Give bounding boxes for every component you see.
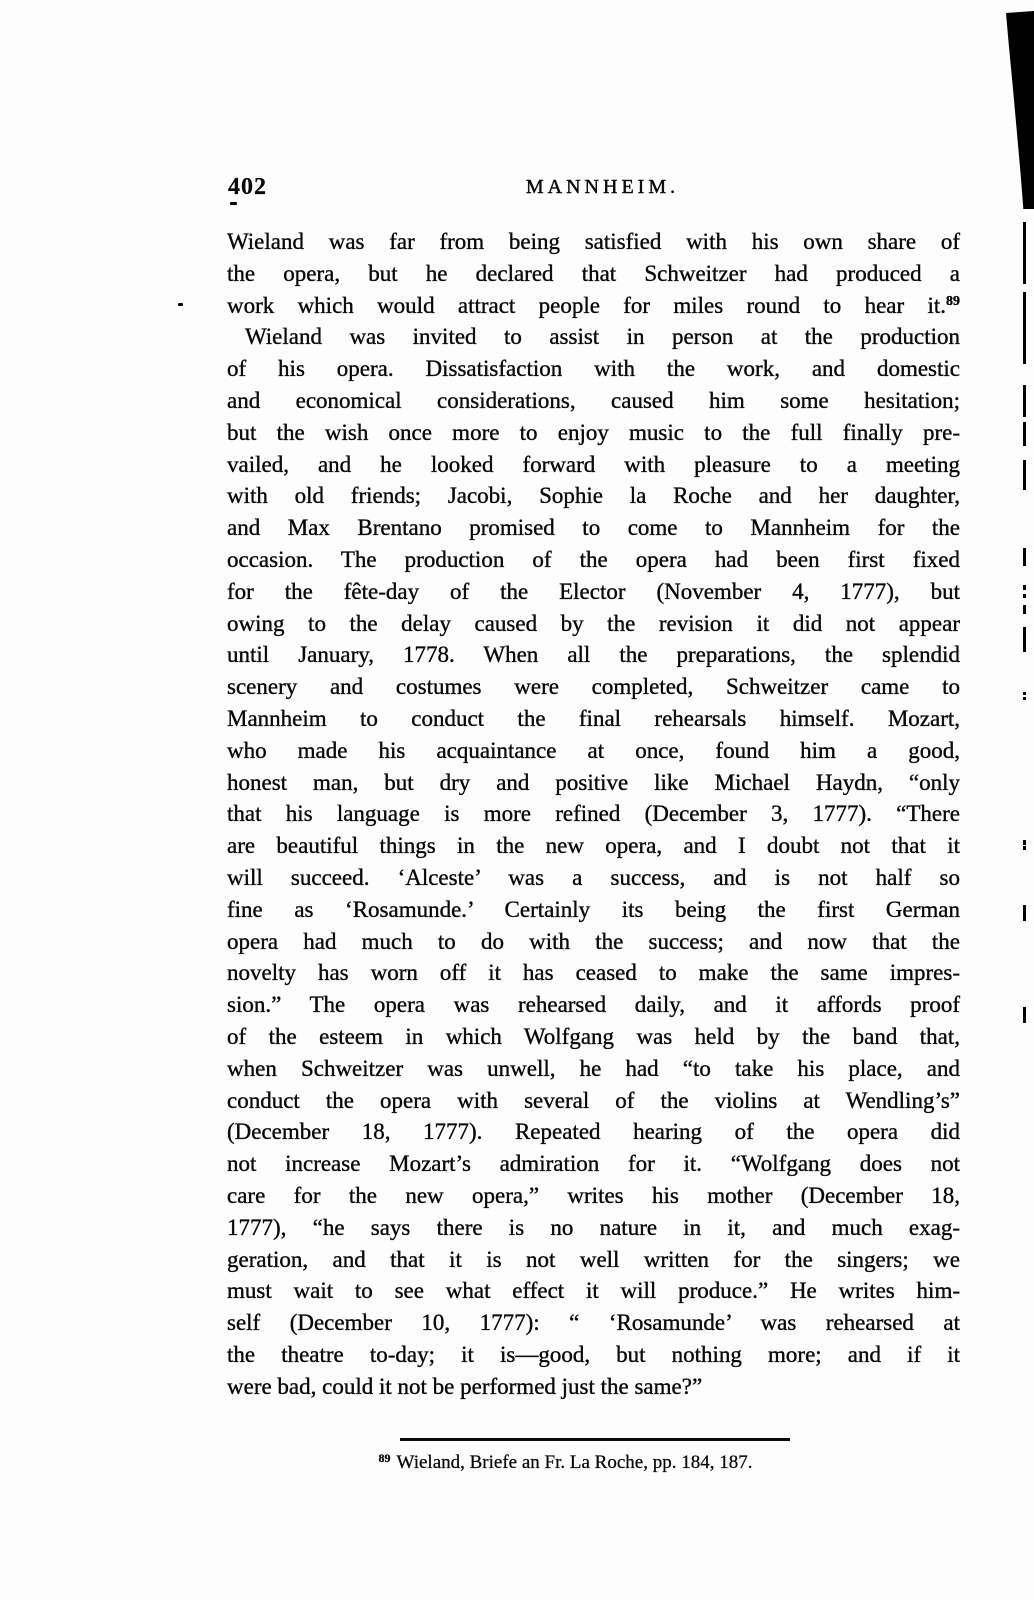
text-line: occasion. The production of the opera had been first fixed	[227, 546, 960, 572]
text-line: and economical considerations, caused him some hesitation;	[227, 387, 960, 413]
text-line-fragment: work which would attract people for miles round to hear it.	[227, 292, 946, 318]
scan-mark	[1023, 905, 1026, 921]
scan-mark	[1023, 594, 1026, 598]
body-text	[227, 226, 960, 1402]
text-line: but the wish once more to enjoy music to the full finally pre-	[227, 419, 960, 445]
text-line: who made his acquaintance at once, found him a good,	[227, 737, 960, 763]
scan-mark	[1023, 585, 1026, 590]
running-header-row	[227, 174, 960, 204]
running-header: MANNHEIM.	[525, 176, 680, 198]
scan-mark	[1023, 422, 1026, 446]
text-line: of the esteem in which Wolfgang was held by the band that,	[227, 1023, 960, 1049]
text-line: self (December 10, 1777): “ ‘Rosamunde’ was rehearsed at	[227, 1310, 960, 1336]
text-line: scenery and costumes were completed, Schweitzer came to	[227, 674, 960, 700]
page-number: 402	[228, 174, 267, 200]
scan-mark	[1023, 692, 1026, 695]
text-line: and Max Brentano promised to come to Mannheim for the	[227, 515, 960, 541]
text-line: for the fête-day of the Elector (November 4, 1777), but	[227, 578, 960, 604]
text-line: the opera, but he declared that Schweitzer had produced a	[227, 260, 960, 286]
scan-mark	[1023, 548, 1026, 566]
text-line: Mannheim to conduct the final rehearsals himself. Mozart,	[227, 705, 960, 731]
scan-mark	[1023, 292, 1026, 364]
text-line: (December 18, 1777). Repeated hearing of the opera did	[227, 1119, 960, 1145]
text-line: of his opera. Dissatisfaction with the work, and domestic	[227, 356, 960, 382]
paragraph-2	[227, 321, 960, 1402]
text-line: 1777), “he says there is no nature in it, and much exag-	[227, 1214, 960, 1240]
scan-mark	[1023, 222, 1026, 284]
scan-speck	[230, 202, 237, 205]
text-line: opera had much to do with the success; and now that the	[227, 928, 960, 954]
text-line: fine as ‘Rosamunde.’ Certainly its being the first German	[227, 896, 960, 922]
text-line: novelty has worn off it has ceased to make the same impres-	[227, 960, 960, 986]
scan-blob-top-right	[1006, 11, 1034, 209]
footnote-marker: 89	[378, 1451, 391, 1465]
footnote-text: Wieland, Briefe an Fr. La Roche, pp. 184, 187.	[396, 1452, 753, 1473]
footnote-reference: 89	[946, 293, 960, 309]
text-line: with old friends; Jacobi, Sophie la Roche and her daughter,	[227, 483, 960, 509]
scan-mark	[1023, 846, 1026, 850]
scan-mark	[1023, 1007, 1026, 1023]
footnote	[199, 1452, 932, 1474]
text-line: when Schweitzer was unwell, he had “to take his place, and	[227, 1055, 960, 1081]
text-line: are beautiful things in the new opera, and I doubt not that it	[227, 833, 960, 859]
text-line: sion.” The opera was rehearsed daily, and it affords proof	[227, 992, 960, 1018]
text-line: Wieland was far from being satisfied with his own share of	[227, 229, 960, 254]
scan-mark	[1023, 697, 1026, 700]
text-line: not increase Mozart’s admiration for it. “Wolfgang does not	[227, 1151, 960, 1177]
text-line: the theatre to-day; it is—good, but nothing more; and if it	[227, 1341, 960, 1367]
text-line: will succeed. ‘Alceste’ was a success, and is not half so	[227, 864, 960, 890]
scan-mark	[1023, 605, 1026, 614]
text-line: were bad, could it not be performed just the same?”	[227, 1373, 703, 1399]
text-line: geration, and that it is not well written for the singers; we	[227, 1246, 960, 1272]
text-line: honest man, but dry and positive like Michael Haydn, “only	[227, 769, 960, 795]
scan-mark	[1023, 385, 1026, 417]
scan-mark	[1023, 460, 1026, 490]
text-line: owing to the delay caused by the revision it did not appear	[227, 610, 960, 636]
text-line: until January, 1778. When all the preparations, the splendid	[227, 642, 960, 668]
text-line	[227, 290, 960, 322]
text-line: must wait to see what effect it will produce.” He writes him-	[227, 1278, 960, 1304]
paragraph-1	[227, 226, 960, 321]
text-line: conduct the opera with several of the violins at Wendling’s”	[227, 1087, 960, 1113]
scan-mark	[1023, 840, 1026, 845]
text-line: that his language is more refined (December 3, 1777). “There	[227, 801, 960, 827]
scan-speck	[178, 303, 183, 306]
text-line: Wieland was invited to assist in person at the production	[245, 324, 960, 350]
text-line: vailed, and he looked forward with pleasure to a meeting	[227, 451, 960, 477]
footnote-divider	[400, 1438, 790, 1441]
text-line: care for the new opera,” writes his mother (December 18,	[227, 1182, 960, 1208]
scan-mark	[1023, 627, 1026, 652]
